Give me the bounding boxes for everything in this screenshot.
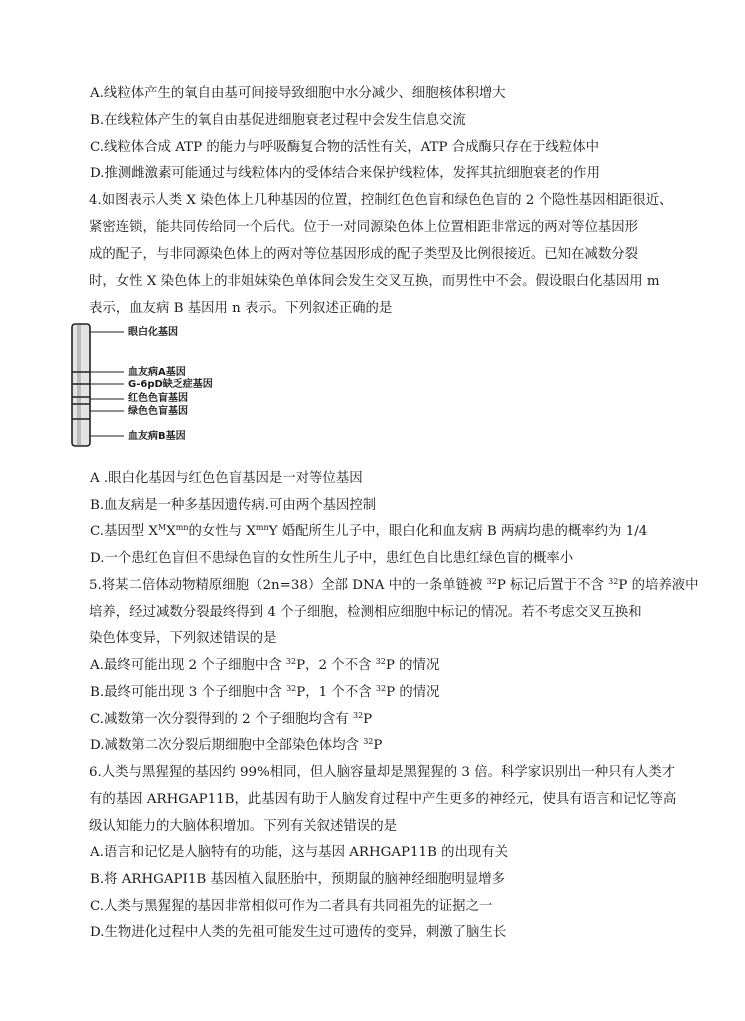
q4-stem-line: 紧密连锁，能共同传给同一个后代。位于一对同源染色体上位置相距非常远的两对等位基因形 <box>89 220 639 235</box>
q5-stem-line: 染色体变异，下列叙述错误的是 <box>89 631 277 646</box>
q6-option-c: C.人类与黑猩猩的基因非常相似可作为二者具有共同祖先的证据之一 <box>90 899 493 914</box>
q4-option-c: C.基因型 $X^MX^{mn}$的女性与 $X^{mn}Y$ 婚配所生儿子中，眼白化和血友病 B 两病均患的概率约为 1/4 <box>90 523 648 539</box>
q5-option-a: A.最终可能出现 2 个子细胞中含 $^{32}$P，2 个不含 $^{32}$P 的情况 <box>90 657 440 673</box>
q5-option-c: C.减数第一次分裂得到的 2 个子细胞均含有 $^{32}$P <box>90 711 373 727</box>
q3-option-c: C.线粒体合成 ATP 的能力与呼吸酶复合物的活性有关，ATP 合成酶只存在于线粒体中 <box>90 140 600 155</box>
q3-option-b: B.在线粒体产生的氧自由基促进细胞衰老过程中会发生信息交流 <box>90 113 466 128</box>
label-g6pd-gene: G-6pD缺乏症基因 <box>128 379 213 390</box>
q3-option-d: D.推测雌激素可能通过与线粒体内的受体结合来保护线粒体，发挥其抗细胞衰老的作用 <box>90 166 600 181</box>
q4-stem-line: 表示，血友病 B 基因用 n 表示。下列叙述正确的是 <box>89 301 393 316</box>
x-chromosome-figure <box>60 320 260 450</box>
q5-stem-line: 培养，经过减数分裂最终得到 4 个子细胞，检测相应细胞中标记的情况。若不考虑交叉互换和 <box>89 605 642 620</box>
q6-option-b: B.将 ARHGAPI1B 基因植入鼠胚胎中，预期鼠的脑神经细胞明显增多 <box>90 872 506 887</box>
label-hemophilia-b-gene: 血友病B基因 <box>128 431 186 442</box>
q6-stem-line: 级认知能力的大脑体积增加。下列有关叙述错误的是 <box>89 819 397 834</box>
q4-stem-line: 时，女性 X 染色体上的非姐妹染色单体间会发生交叉互换，而男性中不会。假设眼白化基因用 m <box>89 274 660 289</box>
q5-stem-line: 5.将某二倍体动物精原细胞（2n=38）全部 DNA 中的一条单链被 $^{32}$P 标记后置于不含 $^{32}$P 的培养液中 <box>89 577 699 593</box>
q6-stem-line: 6.人类与黑猩猩的基因约 99%相同，但人脑容量却是黑猩猩的 3 倍。科学家识别出一种只有人类才 <box>89 765 676 780</box>
label-green-blind-gene: 绿色色盲基因 <box>128 406 188 417</box>
q6-stem-line: 有的基因 ARHGAP11B，此基因有助于人脑发育过程中产生更多的神经元，使具有语言和记忆等高 <box>89 792 677 807</box>
label-hemophilia-a-gene: 血友病A基因 <box>128 367 186 378</box>
q4-stem-line: 成的配子，与非同源染色体上的两对等位基因形成的配子类型及比例很接近。已知在减数分裂 <box>89 247 639 262</box>
q3-option-a: A.线粒体产生的氧自由基可间接导致细胞中水分减少、细胞核体积增大 <box>90 86 506 101</box>
q5-option-d: D.减数第二次分裂后期细胞中全部染色体均含 $^{32}$P <box>90 737 383 753</box>
q5-option-b: B.最终可能出现 3 个子细胞中含 $^{32}$P，1 个不含 $^{32}$P 的情况 <box>90 684 440 700</box>
label-albinism-gene: 眼白化基因 <box>128 327 178 338</box>
q4-option-a: A .眼白化基因与红色色盲基因是一对等位基因 <box>90 471 363 486</box>
q4-option-d: D.一个患红色盲但不患绿色盲的女性所生儿子中，患红色自比患红绿色盲的概率小 <box>90 551 574 566</box>
q6-option-d: D.生物进化过程中人类的先祖可能发生过可遗传的变异，刺激了脑生长 <box>90 925 507 940</box>
q4-option-b: B.血友病是一种多基因遗传病.可由两个基因控制 <box>90 498 377 513</box>
chromosome-diagram <box>60 320 130 450</box>
q6-option-a: A.语言和记忆是人脑特有的功能，这与基因 ARHGAP11B 的出现有关 <box>90 845 509 860</box>
q4-stem-line: 4.如图表示人类 X 染色体上几种基因的位置，控制红色色盲和绿色色盲的 2 个隐性基因相距很近、 <box>89 193 673 208</box>
label-red-blind-gene: 红色色盲基因 <box>128 393 188 404</box>
